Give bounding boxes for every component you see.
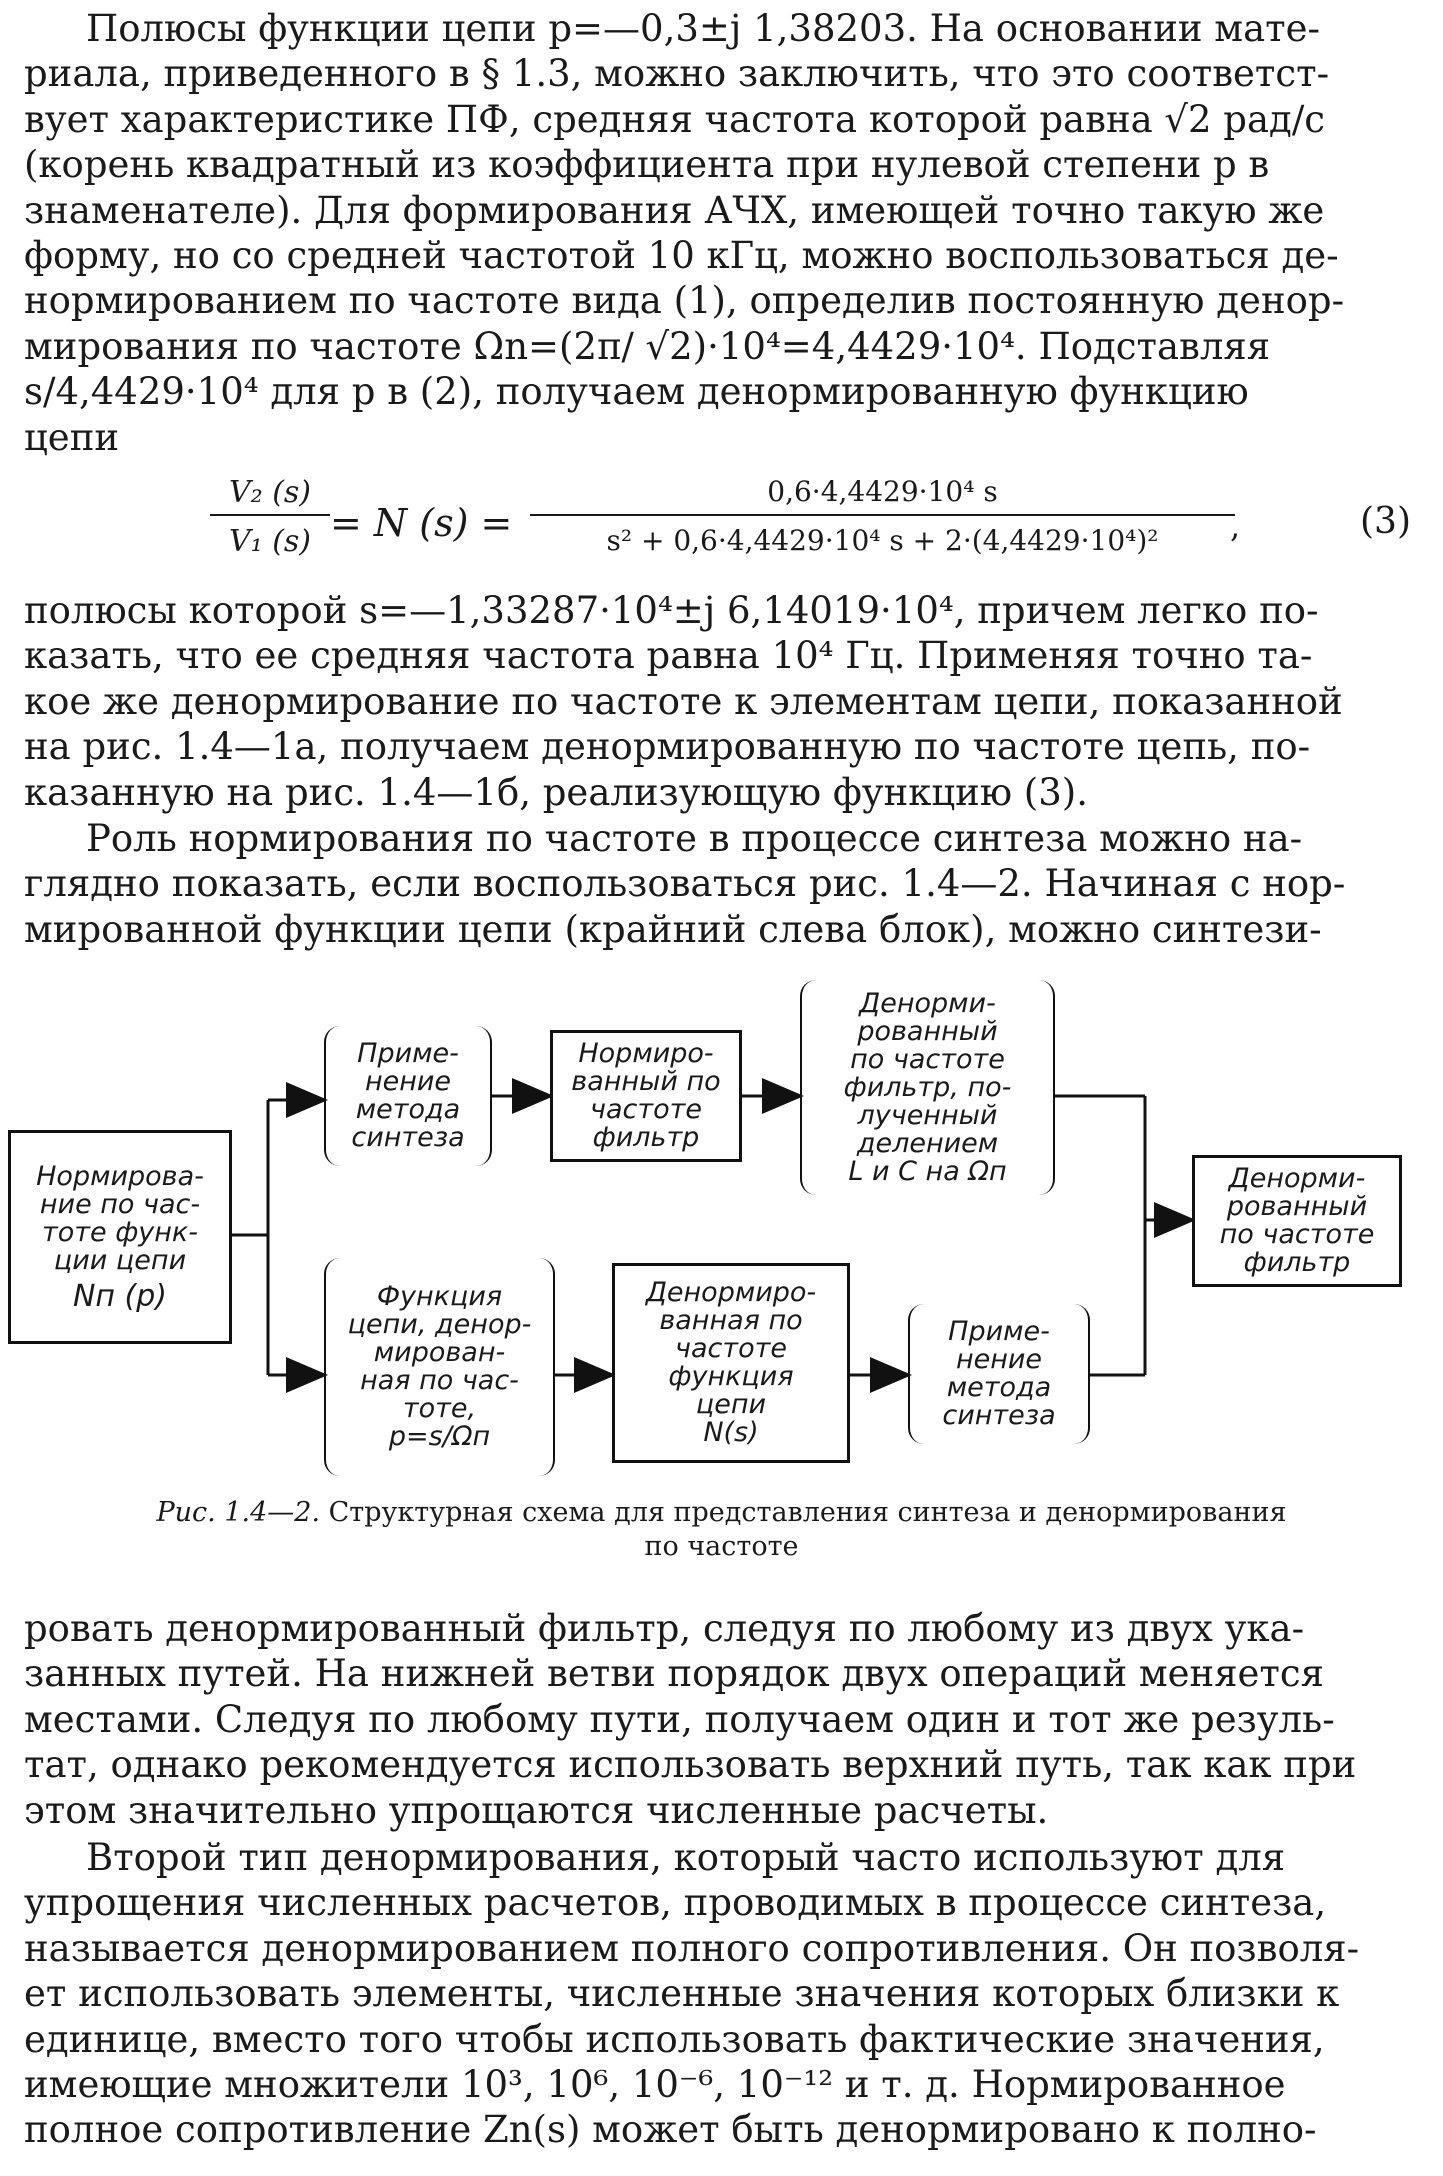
- middle-paragraph-1: [24, 588, 1424, 815]
- text-line: занных путей. На нижней ветви порядок двух операций меняется: [24, 1652, 1324, 1696]
- brace-line: делением: [856, 1127, 999, 1159]
- brace-line: L и C на Ωп: [848, 1155, 1007, 1187]
- top-paragraph: [24, 6, 1424, 460]
- equation-3: [0, 475, 1443, 585]
- text-line: упрощения численных расчетов, проводимых в процессе синтеза,: [24, 1881, 1327, 1925]
- box-line: рованный: [1226, 1191, 1368, 1222]
- bottom-paragraph-2: [24, 1835, 1424, 2153]
- text-line: s/4,4429·10⁴ для p в (2), получаем денормированную функцию: [24, 370, 1249, 414]
- box-line: частоте: [675, 1333, 787, 1364]
- box-line: Нормирова-: [36, 1161, 204, 1192]
- text-line: имеющие множители 10³, 10⁶, 10⁻⁶, 10⁻¹² и т. д. Нормированное: [24, 2063, 1286, 2107]
- equation-comma: ,: [1230, 507, 1241, 545]
- text-line: (корень квадратный из коэффициента при нулевой степени p в: [24, 143, 1270, 187]
- box-line: по частоте: [1219, 1219, 1375, 1250]
- output-denormalized-filter-box: [1192, 1155, 1402, 1287]
- text-line: нормированием по частоте вида (1), определив постоянную денор-: [24, 279, 1345, 323]
- box-line: Денорми-: [1228, 1163, 1366, 1194]
- text-line: тат, однако рекомендуется использовать верхний путь, так как при: [24, 1743, 1357, 1787]
- brace-line: нение: [364, 1066, 452, 1097]
- text-line: Полюсы функции цепи p=—0,3±j 1,38203. На основании мате-: [86, 7, 1321, 50]
- text-line: Роль нормирования по частоте в процессе синтеза можно на-: [86, 817, 1303, 860]
- brace-line: мирован-: [373, 1337, 506, 1368]
- equation-rhs-fraction: [530, 475, 1235, 557]
- box-line: частоте: [590, 1094, 702, 1125]
- text-line: полюсы которой s=—1,33287·10⁴±j 6,14019·10⁴, причем легко по-: [24, 589, 1319, 632]
- box-line: ции цепи: [53, 1245, 187, 1276]
- box-line: цепи: [695, 1389, 767, 1420]
- bottom-paragraph-1: [24, 1606, 1424, 1833]
- brace-line: рованный: [857, 1015, 998, 1047]
- brace-line: ная по час-: [360, 1365, 519, 1396]
- box-line: Нормиро-: [578, 1038, 714, 1069]
- equation-lhs-denominator: V₁ (s): [228, 524, 312, 559]
- box-line: ние по час-: [39, 1189, 201, 1220]
- box-line: тоте функ-: [42, 1217, 198, 1248]
- upper-synthesis-step: [324, 1026, 492, 1166]
- box-line: Денормиро-: [645, 1277, 817, 1308]
- text-line: ет использовать элементы, численные значения которых близки к: [24, 1972, 1340, 2016]
- brace-line: синтеза: [942, 1400, 1056, 1431]
- figure-caption: [0, 1496, 1443, 1564]
- box-line: фильтр: [592, 1122, 700, 1153]
- lower-synthesis-step: [908, 1304, 1090, 1444]
- box-line: фильтр: [1243, 1247, 1351, 1278]
- text-line: вует характеристике ПФ, средняя частота которой равна √2 рад/с: [24, 97, 1326, 141]
- brace-line: Функция: [376, 1281, 503, 1312]
- caption-text: Структурная схема для представления синтеза и денормирования: [328, 1497, 1287, 1528]
- brace-line: Приме-: [948, 1316, 1050, 1347]
- text-line: знаменателе). Для формирования АЧХ, имеющей точно такую же: [24, 188, 1325, 232]
- equation-rhs-numerator: 0,6·4,4429·10⁴ s: [530, 475, 1235, 516]
- brace-line: нение: [955, 1344, 1043, 1375]
- brace-line: по частоте: [850, 1043, 1005, 1075]
- equation-number: (3): [1360, 501, 1411, 542]
- brace-line: тоте,: [402, 1393, 477, 1424]
- text-line: мирования по частоте Ωn=(2π/ √2)·10⁴=4,4429·10⁴. Подставляя: [24, 324, 1271, 368]
- text-line: местами. Следуя по любому пути, получаем один и тот же резуль-: [24, 1697, 1335, 1741]
- caption-text-line2: по частоте: [644, 1531, 799, 1562]
- brace-line: синтеза: [351, 1122, 465, 1153]
- text-line: кое же денормирование по частоте к элементам цепи, показанной: [24, 679, 1343, 723]
- box-line: ванный по: [571, 1066, 721, 1097]
- box-line: N(s): [703, 1417, 759, 1448]
- text-line: называется денормированием полного сопротивления. Он позволя-: [24, 1926, 1360, 1970]
- brace-line: лученный: [857, 1099, 998, 1131]
- brace-line: метода: [946, 1372, 1052, 1403]
- text-line: ровать денормированный фильтр, следуя по любому из двух ука-: [24, 1607, 1305, 1650]
- text-line: казать, что ее средняя частота равна 10⁴ Гц. Применяя точно та-: [24, 634, 1313, 678]
- brace-line: цепи, денор-: [347, 1309, 532, 1340]
- text-line: на рис. 1.4—1a, получаем денормированную по частоте цепь, по-: [24, 725, 1311, 769]
- text-line: Второй тип денормирования, который часто используют для: [86, 1836, 1286, 1879]
- text-line: этом значительно упрощаются численные расчеты.: [24, 1788, 1049, 1832]
- brace-line: фильтр, по-: [843, 1071, 1012, 1103]
- middle-paragraph-2: [24, 816, 1424, 952]
- equation-rhs-denominator: s² + 0,6·4,4429·10⁴ s + 2·(4,4429·10⁴)²: [606, 524, 1159, 557]
- brace-line: метода: [355, 1094, 461, 1125]
- brace-line: Денорми-: [859, 987, 996, 1019]
- text-line: полное сопротивление Zn(s) может быть денормировано к полно-: [24, 2108, 1317, 2152]
- brace-line: Приме-: [357, 1038, 459, 1069]
- upper-denormalized-filter-step: [800, 980, 1055, 1195]
- denormalized-function-box: [612, 1263, 850, 1463]
- box-line: ванная по: [659, 1305, 803, 1336]
- equation-lhs-fraction: [210, 475, 330, 559]
- input-function-box: [8, 1130, 232, 1344]
- text-line: цепи: [24, 415, 120, 459]
- text-line: глядно показать, если воспользоваться рис. 1.4—2. Начиная с нор-: [24, 862, 1346, 906]
- normalized-filter-box: [550, 1030, 742, 1162]
- text-line: форму, но со средней частотой 10 кГц, можно воспользоваться де-: [24, 234, 1339, 278]
- brace-line: p=s/Ωп: [388, 1421, 491, 1452]
- equation-lhs-numerator: V₂ (s): [210, 475, 330, 516]
- box-line: Nп (p): [72, 1279, 168, 1314]
- text-line: единице, вместо того чтобы использовать фактические значения,: [24, 2017, 1325, 2061]
- equation-middle: = N (s) =: [330, 501, 513, 545]
- lower-denormalized-function-step: [324, 1258, 555, 1476]
- text-line: казанную на рис. 1.4—1б, реализующую функцию (3).: [24, 770, 1088, 814]
- box-line: функция: [668, 1361, 794, 1392]
- caption-label: Рис. 1.4—2.: [156, 1497, 321, 1528]
- text-line: риала, приведенного в § 1.3, можно заключить, что это соответст-: [24, 52, 1330, 96]
- text-line: мированной функции цепи (крайний слева блок), можно синтези-: [24, 907, 1322, 951]
